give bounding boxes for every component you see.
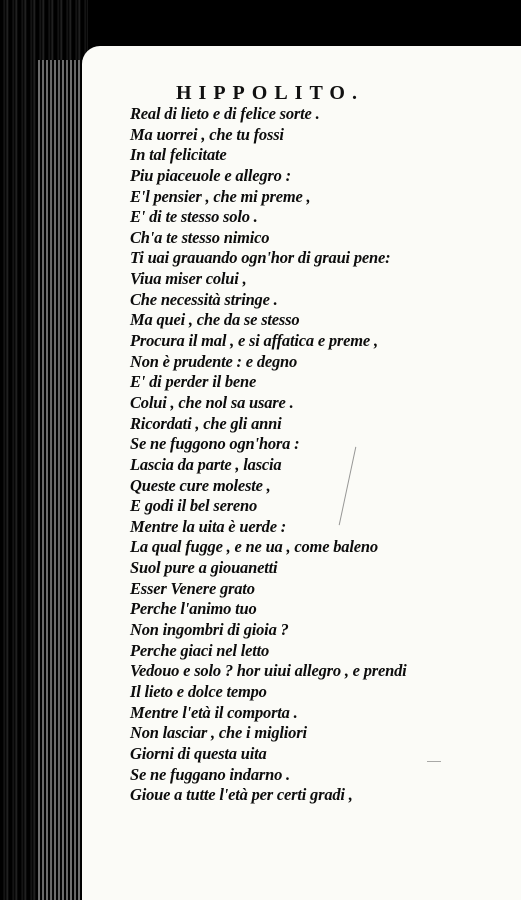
verse-line: Vedouo e solo ? hor uiui allegro , e prendi xyxy=(130,661,407,681)
verse-line: E'l pensier , che mi preme , xyxy=(130,186,311,206)
verse-line: Ti uai grauando ogn'hor di graui pene: xyxy=(130,248,391,268)
verse-line: Mentre l'età il comporta . xyxy=(130,702,298,722)
verse-line: Non è prudente : e degno xyxy=(130,351,298,371)
verse-line: Perche giaci nel letto xyxy=(130,640,270,660)
ink-mark xyxy=(427,761,441,762)
verse-line: Queste cure moleste , xyxy=(130,475,271,495)
verse-line: E' di perder il bene xyxy=(130,372,257,392)
verse-line: Procura il mal , e si affatica e preme , xyxy=(130,331,378,351)
verse-line: Non lasciar , che i migliori xyxy=(130,723,307,743)
verse-line: Ma quei , che da se stesso xyxy=(130,310,300,330)
verse-line: Viua miser colui , xyxy=(130,269,247,289)
verse-line: Gioue a tutte l'età per certi gradi , xyxy=(130,785,353,805)
verse-line: Il lieto e dolce tempo xyxy=(130,681,267,701)
verse-line: Suol pure a giouanetti xyxy=(130,558,278,578)
verse-line: Non ingombri di gioia ? xyxy=(130,620,289,640)
verse-line: Se ne fuggono ogn'hora : xyxy=(130,434,300,454)
verse-list xyxy=(130,104,510,806)
verse-line: Che necessità stringe . xyxy=(130,289,278,309)
verse-line: Piu piaceuole e allegro : xyxy=(130,165,291,185)
book-page xyxy=(82,46,521,900)
verse-line: In tal felicitate xyxy=(130,145,227,165)
verse-line: Giorni di questa uita xyxy=(130,743,267,763)
verse-line: Lascia da parte , lascia xyxy=(130,454,282,474)
verse-line: Ricordati , che gli anni xyxy=(130,413,282,433)
verse-line: Ma uorrei , che tu fossi xyxy=(130,124,284,144)
page-edges xyxy=(36,60,88,900)
verse-line: Esser Venere grato xyxy=(130,578,255,598)
verse-line: Real di lieto e di felice sorte . xyxy=(130,104,320,123)
verse-line: Ch'a te stesso nimico xyxy=(130,227,270,247)
verse-line: Mentre la uita è uerde : xyxy=(130,516,287,536)
verse-line: Colui , che nol sa usare . xyxy=(130,392,294,412)
running-head: HIPPOLITO. xyxy=(176,82,364,104)
verse-line: E' di te stesso solo . xyxy=(130,207,258,227)
verse-line: La qual fugge , e ne ua , come baleno xyxy=(130,537,378,557)
verse-line: E godi il bel sereno xyxy=(130,496,258,516)
verse-line: Se ne fuggano indarno . xyxy=(130,764,290,784)
verse-line: Perche l'animo tuo xyxy=(130,599,257,619)
